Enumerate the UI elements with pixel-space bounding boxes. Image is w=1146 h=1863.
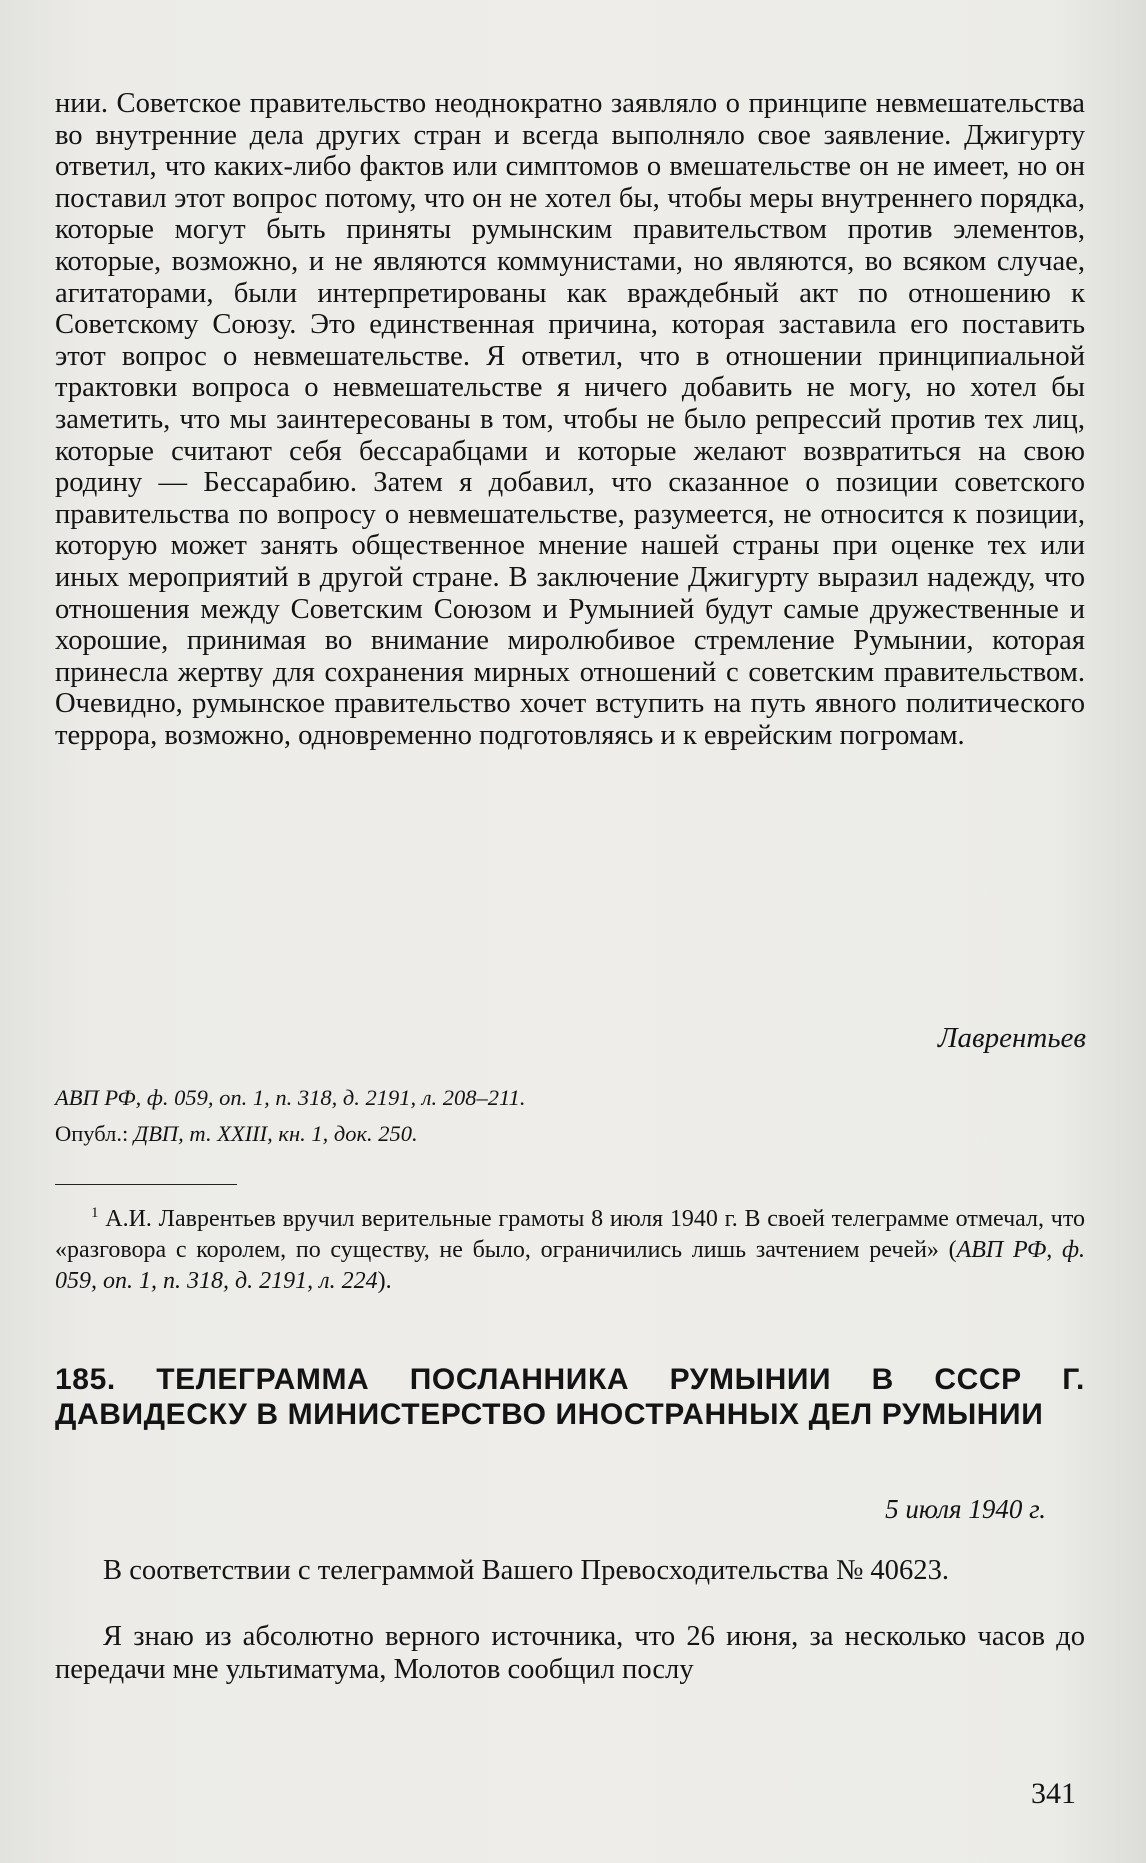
publication-ref: ДВП, т. XXIII, кн. 1, док. 250. xyxy=(133,1121,418,1146)
footnote-text: А.И. Лаврентьев вручил верительные грамоты 8 июля 1940 г. В своей телеграмме отмечал, что «разговора с королем, по существу, не было, ограничились лишь зачтением речей» ( xyxy=(55,1206,1085,1263)
main-text xyxy=(55,88,1085,751)
source-references xyxy=(55,1080,1085,1152)
publication-reference xyxy=(55,1116,1085,1152)
footnote-marker: 1 xyxy=(91,1205,99,1221)
document-date: 5 июля 1940 г. xyxy=(885,1494,1046,1524)
footnote xyxy=(55,1198,1085,1297)
publication-label: Опубл.: xyxy=(55,1121,134,1146)
signature: Лаврентьев xyxy=(937,1022,1086,1054)
document-paragraph: Я знаю из абсолютно верного источника, что 26 июня, за несколько часов до передачи мне ультиматума, Молотов сообщил послу xyxy=(55,1621,1085,1685)
document-paragraph: В соответствии с телеграммой Вашего Превосходительства № 40623. xyxy=(103,1555,950,1586)
archive-reference: АВП РФ, ф. 059, оп. 1, п. 318, д. 2191, л. 208–211. xyxy=(55,1085,526,1110)
footnote-divider xyxy=(55,1184,237,1185)
page-number: 341 xyxy=(1031,1777,1076,1810)
document-body xyxy=(55,1554,1085,1719)
footnote-archive-ref: АВП РФ, ф. 059, оп. 1, п. 318, д. 2191, л. 224 xyxy=(55,1237,1085,1294)
footnote-text-end: ). xyxy=(377,1268,392,1294)
document-heading: 185. ТЕЛЕГРАММА ПОСЛАННИКА РУМЫНИИ В СССР Г. ДАВИДЕСКУ В МИНИСТЕРСТВО ИНОСТРАННЫХ ДЕЛ РУМЫНИИ xyxy=(55,1363,1085,1431)
body-paragraph: нии. Советское правительство неоднократно заявляло о принципе невмешательства во внутренние дела других стран и всегда выполняло свое заявление. Джигурту ответил, что каких-либо фактов или симптомов о вмешательстве он не имеет, но он поставил этот вопрос потому, что он не хотел бы, чтобы меры внутреннего порядка, которые могут быть приняты румынским правительством против элементов, которые, возможно, и не являются коммунистами, но являются, во всяком случае, агитаторами, были интерпретированы как враждебный акт по отношению к Советскому Союзу. Это единственная причина, которая заставила его поставить этот вопрос о невмешательстве. Я ответил, что в отношении принципиальной трактовки вопроса о невмешательстве я ничего добавить не могу, но хотел бы заметить, что мы заинтересованы в том, чтобы не было репрессий против тех лиц, которые считают себя бессарабцами и которые желают возвратиться на свою родину — Бессарабию. Затем я добавил, что сказанное о позиции советского правительства по вопросу о невмешательстве, разумеется, не относится к позиции, которую может занять общественное мнение нашей страны при оценке тех или иных мероприятий в другой стране. В заключение Джигурту выразил надежду, что отношения между Советским Союзом и Румынией будут самые дружественные и хорошие, принимая во внимание миролюбивое стремление Румынии, которая принесла жертву для сохранения мирных отношений с советским правительством. Очевидно, румынское правительство хочет вступить на путь явного политического террора, возможно, одновременно подготовляясь и к еврейским погромам. xyxy=(55,88,1085,751)
